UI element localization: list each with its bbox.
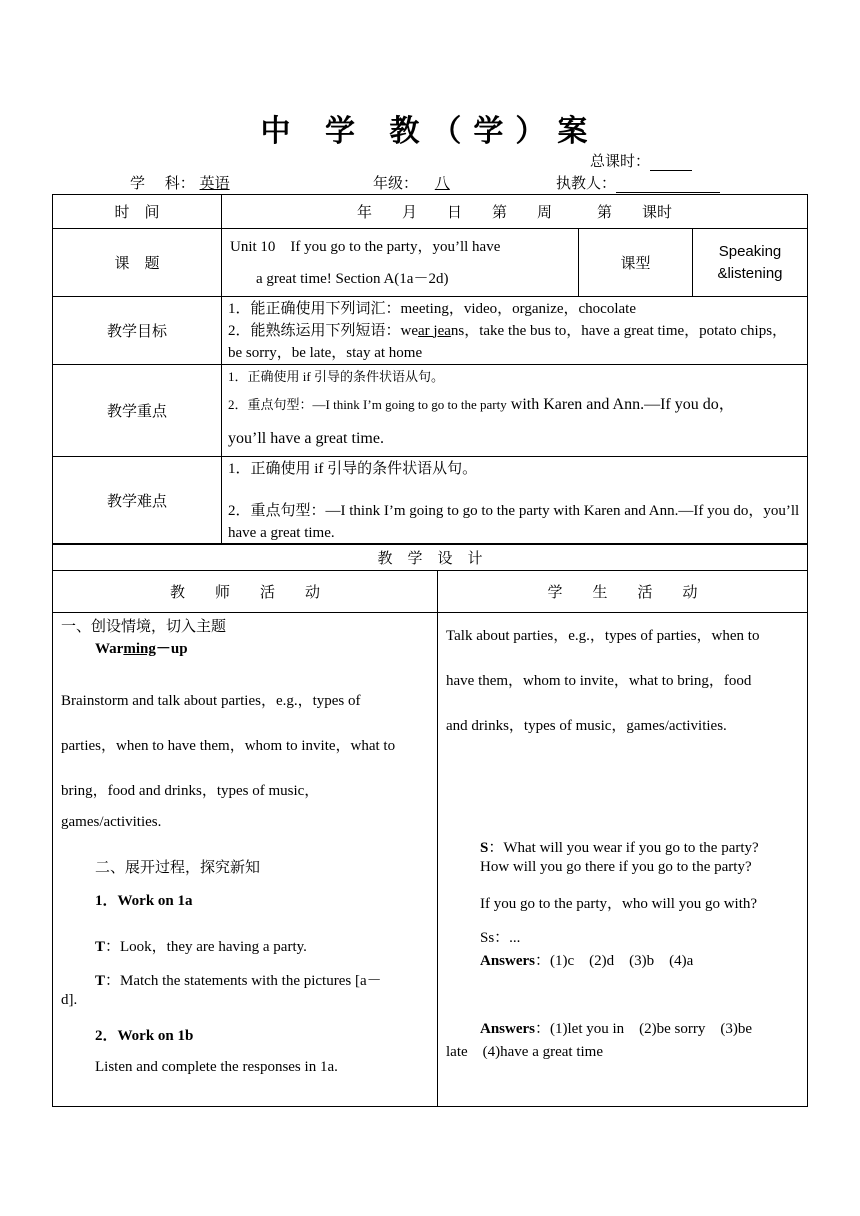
type-value-line-1: Speaking	[718, 242, 782, 260]
section-1-heading: 一、创设情境，切入主题	[61, 617, 227, 635]
talk-line-3: and drinks，types of music，games/activities.	[446, 718, 727, 734]
teacher-activity-cell	[53, 613, 438, 1107]
warming-up-b: ming	[123, 641, 156, 657]
answers-2	[480, 1017, 752, 1038]
subject-field	[130, 172, 230, 193]
grade-field	[373, 172, 458, 193]
teacher-line-1-text: ：Look，they are having a party.	[105, 939, 307, 955]
answers-1	[480, 949, 693, 970]
goal-label: 教学目标	[53, 297, 222, 365]
goal-item-2c: ns，take the bus to，have a great time，potato chips，	[450, 322, 788, 339]
work-1b-heading: 2．Work on 1b	[95, 1028, 194, 1044]
teacher-field	[556, 172, 720, 193]
topic-value	[222, 229, 579, 297]
teacher-line-2	[95, 969, 382, 990]
teacher-line-2-label: T	[95, 973, 106, 989]
listen-instruction: Listen and complete the responses in 1a.	[95, 1059, 338, 1075]
ss-response: Ss：...	[480, 930, 521, 946]
student-activity-header: 学 生 活 动	[438, 571, 808, 613]
warming-up-a: War	[95, 641, 124, 657]
difficulty-item-2: 2．重点句型：—I think I’m going to go to the party with Karen and Ann.—If you do，you’ll	[228, 502, 800, 519]
activity-header-row	[53, 571, 808, 613]
student-activity-cell	[438, 613, 808, 1107]
teacher-blank	[616, 176, 720, 193]
key-item-3: you’ll have a great time.	[228, 429, 384, 447]
lesson-info-table	[52, 194, 808, 545]
teacher-activity-header: 教 师 活 动	[53, 571, 438, 613]
key-item-2a: 2．重点句型：—I think I’m going to go to the party	[228, 396, 507, 412]
time-value: 年 月 日 第 周 第 课时	[222, 195, 808, 229]
teacher-label: 执教人：	[556, 174, 617, 192]
goal-item-2	[228, 320, 801, 342]
type-label: 课型	[579, 229, 693, 297]
subject-value: 英语	[199, 174, 230, 192]
student-question-1-text: ：What will you wear if you go to the party?	[488, 840, 759, 856]
goal-item-1: 1．能正确使用下列词汇：meeting，video，organize，chocolate	[228, 300, 636, 317]
design-table	[52, 543, 808, 1107]
subject-label: 学 科：	[130, 174, 195, 192]
topic-row	[53, 229, 808, 297]
answers-2-text: ：(1)let you in (2)be sorry (3)be	[535, 1021, 753, 1037]
brainstorm-line-1: Brainstorm and talk about parties，e.g.，types of	[61, 693, 361, 709]
section-2-heading: 二、展开过程，探究新知	[95, 858, 261, 876]
topic-line-1: Unit 10 If you go to the party，you’ll have	[230, 238, 501, 255]
design-header-row	[53, 544, 808, 571]
brainstorm-line-4: games/activities.	[61, 814, 162, 830]
student-question-2: How will you go there if you go to the party?	[480, 859, 752, 875]
difficulty-row	[53, 457, 808, 545]
answers-2-label: Answers	[480, 1021, 535, 1037]
teacher-line-2-text: ：Match the statements with the pictures [a－	[105, 973, 382, 989]
time-row	[53, 195, 808, 229]
difficulty-label: 教学难点	[53, 457, 222, 545]
teacher-line-1	[95, 935, 307, 956]
answers-1-label: Answers	[480, 953, 535, 969]
answers-2-cont: late (4)have a great time	[446, 1044, 604, 1060]
topic-line-2: a great time! Section A(1a－2d)	[256, 270, 449, 287]
total-hours-label: 总课时：	[590, 152, 651, 170]
brainstorm-line-2: parties，when to have them，whom to invite，what to	[61, 738, 396, 754]
difficulty-value	[222, 457, 808, 545]
topic-label: 课 题	[53, 229, 222, 297]
type-value-line-2: &listening	[717, 264, 783, 282]
key-item-2b: with Karen and Ann.—If you do，	[506, 395, 735, 413]
work-1a-heading: 1．Work on 1a	[95, 893, 193, 909]
goal-value	[222, 297, 808, 365]
brainstorm-line-3: bring，food and drinks，types of music，	[61, 783, 320, 799]
grade-value: 八	[434, 174, 450, 192]
teacher-line-1-label: T	[95, 939, 106, 955]
key-item-1: 1．正确使用 if 引导的条件状语从句。	[228, 368, 444, 384]
warming-up-heading	[95, 637, 188, 658]
goal-item-3: be sorry，be late，stay at home	[228, 344, 423, 361]
teacher-line-2-cont: d].	[61, 992, 78, 1008]
total-hours-blank	[650, 156, 692, 171]
warming-up-c: －up	[155, 641, 188, 657]
grade-label: 年级：	[373, 174, 419, 192]
time-label: 时 间	[53, 195, 222, 229]
goal-item-2a: 2．能熟练运用下列短语：we	[228, 322, 418, 339]
difficulty-item-1: 1．正确使用 if 引导的条件状语从句。	[228, 460, 478, 477]
answers-1-text: ：(1)c (2)d (3)b (4)a	[535, 953, 694, 969]
student-question-1-label: S	[480, 840, 489, 856]
student-question-1	[480, 836, 759, 857]
activity-content-row	[53, 613, 808, 1107]
total-hours	[590, 150, 692, 171]
key-item-2	[228, 388, 801, 422]
key-value	[222, 365, 808, 457]
goal-item-2b: ar jea	[418, 322, 451, 339]
difficulty-item-3: have a great time.	[228, 524, 335, 541]
key-label: 教学重点	[53, 365, 222, 457]
key-row	[53, 365, 808, 457]
student-question-3: If you go to the party，who will you go with?	[480, 896, 758, 912]
design-header: 教 学 设 计	[53, 544, 808, 571]
talk-line-2: have them，whom to invite，what to bring，food	[446, 673, 752, 689]
page-title: 中 学 教（学）案	[260, 114, 600, 149]
type-value	[693, 229, 808, 297]
goal-row	[53, 297, 808, 365]
talk-line-1: Talk about parties，e.g.，types of parties，when to	[446, 628, 760, 644]
